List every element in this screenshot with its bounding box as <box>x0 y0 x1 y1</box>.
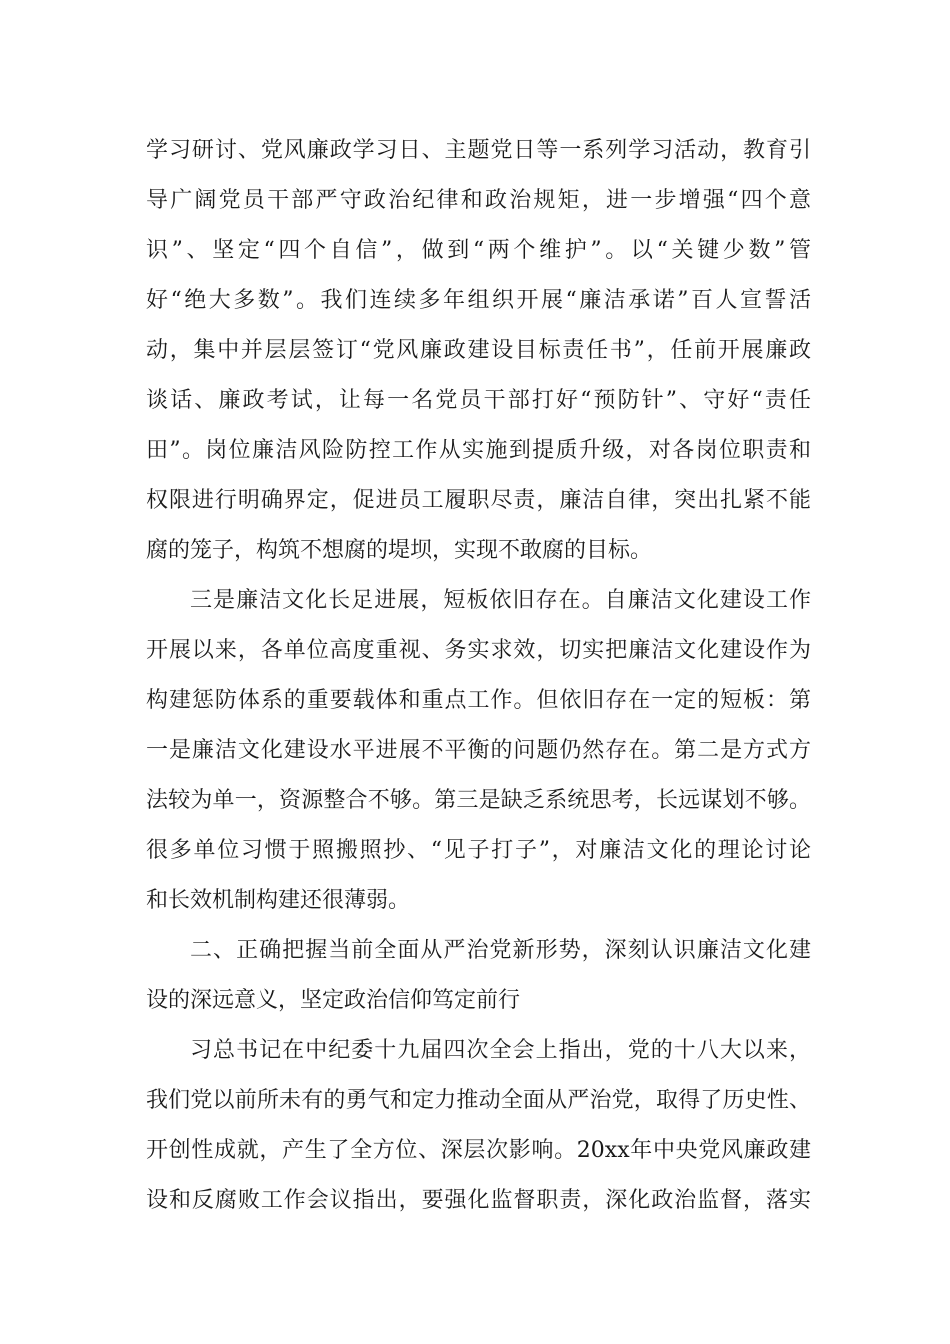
paragraph-first-line: 习总书记在中纪委十九届四次全会上指出，党的十八大以来， <box>190 1038 811 1063</box>
section-heading-line: 二、正确把握当前全面从严治党新形势，深刻认识廉洁文化建 <box>190 938 811 963</box>
text-line: 谈话、廉政考试，让每一名党员干部打好“预防针”、守好“责任 <box>146 388 811 413</box>
text-line: 导广阔党员干部严守政治纪律和政治规矩，进一步增强“四个意 <box>146 188 811 213</box>
text-line: 开创性成就，产生了全方位、深层次影响。20xx年中央党风廉政建 <box>146 1138 811 1163</box>
text-line: 腐的笼子，构筑不想腐的堤坝，实现不敢腐的目标。 <box>146 538 653 563</box>
text-line: 法较为单一，资源整合不够。第三是缺乏系统思考，长远谋划不够。 <box>146 788 811 813</box>
document-body <box>146 126 811 1226</box>
text-line: 很多单位习惯于照搬照抄、“见子打子”，对廉洁文化的理论讨论 <box>146 838 811 863</box>
section-heading-line: 设的深远意义，坚定政治信仰笃定前行 <box>146 988 521 1013</box>
text-line: 识”、坚定“四个自信”，做到“两个维护”。以“关键少数”管 <box>146 238 811 263</box>
text-line: 设和反腐败工作会议指出，要强化监督职责，深化政治监督，落实 <box>146 1188 811 1213</box>
text-line: 动，集中并层层签订“党风廉政建设目标责任书”，任前开展廉政 <box>146 338 811 363</box>
text-line: 开展以来，各单位高度重视、务实求效，切实把廉洁文化建设作为 <box>146 638 811 663</box>
text-line: 一是廉洁文化建设水平进展不平衡的问题仍然存在。第二是方式方 <box>146 738 811 763</box>
text-line: 和长效机制构建还很薄弱。 <box>146 888 411 913</box>
text-line: 学习研讨、党风廉政学习日、主题党日等一系列学习活动，教育引 <box>146 138 811 163</box>
text-line: 构建惩防体系的重要载体和重点工作。但依旧存在一定的短板：第 <box>146 688 811 713</box>
text-line: 权限进行明确界定，促进员工履职尽责，廉洁自律，突出扎紧不能 <box>146 488 811 513</box>
text-line: 我们党以前所未有的勇气和定力推动全面从严治党，取得了历史性、 <box>146 1088 811 1113</box>
text-line: 好“绝大多数”。我们连续多年组织开展“廉洁承诺”百人宣誓活 <box>146 288 811 313</box>
text-line: 田”。岗位廉洁风险防控工作从实施到提质升级，对各岗位职责和 <box>146 438 811 463</box>
paragraph-first-line: 三是廉洁文化长足进展，短板依旧存在。自廉洁文化建设工作 <box>190 588 811 613</box>
